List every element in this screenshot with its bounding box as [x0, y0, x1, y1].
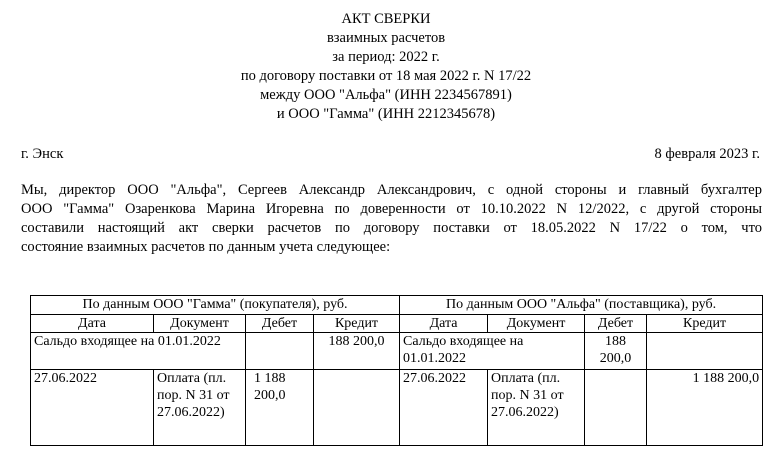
opening-balance-label-buyer: Сальдо входящее на 01.01.2022 [31, 333, 246, 370]
document-date: 8 февраля 2023 г. [654, 146, 760, 162]
group-header-buyer: По данным ООО "Гамма" (покупателя), руб. [31, 296, 400, 315]
intro-paragraph [21, 181, 762, 257]
document-subtitle: взаимных расчетов [326, 30, 446, 46]
document-period: за период: 2022 г. [332, 49, 440, 65]
row-debit-buyer: 1 188 200,0 [246, 370, 314, 446]
opening-balance-label-supplier: Сальдо входящее на 01.01.2022 [400, 333, 585, 370]
document-contract: по договору поставки от 18 мая 2022 г. N 17/22 [240, 68, 532, 84]
opening-credit-buyer: 188 200,0 [314, 333, 400, 370]
column-header: Кредит [314, 315, 400, 333]
column-header: Дата [31, 315, 154, 333]
column-header: Документ [488, 315, 585, 333]
paragraph-line: ООО "Гамма" Озаренкова Марина Игоревна по доверенности от 10.10.2022 N 12/2022, с другой стороны [21, 201, 762, 217]
document-place: г. Энск [21, 146, 64, 162]
group-header-supplier: По данным ООО "Альфа" (поставщика), руб. [400, 296, 763, 315]
opening-debit-supplier: 188 200,0 [585, 333, 647, 370]
document-party-1: между ООО "Альфа" (ИНН 2234567891) [260, 87, 512, 103]
paragraph-line: составили настоящий акт сверки расчетов по договору поставки от 18.05.2022 N 17/22 о том, что [21, 220, 762, 236]
column-header: Дата [400, 315, 488, 333]
row-debit-supplier [585, 370, 647, 446]
opening-debit-buyer [246, 333, 314, 370]
document-header [0, 10, 772, 124]
paragraph-line: Мы, директор ООО "Альфа", Сергеев Александр Александрович, с одной стороны и главный бухгалтер [21, 182, 762, 198]
row-document-supplier: Оплата (пл. пор. N 31 от 27.06.2022) [488, 370, 585, 446]
opening-credit-supplier [647, 333, 763, 370]
reconciliation-table [30, 295, 763, 446]
table-row [31, 370, 763, 446]
row-credit-buyer [314, 370, 400, 446]
table-row-opening-balance [31, 333, 763, 370]
column-header: Дебет [585, 315, 647, 333]
column-header: Дебет [246, 315, 314, 333]
document-title: АКТ СВЕРКИ [341, 11, 431, 27]
row-date-supplier: 27.06.2022 [400, 370, 488, 446]
paragraph-line: состояние взаимных расчетов по данным учета следующее: [21, 239, 391, 255]
column-header: Кредит [647, 315, 763, 333]
row-document-buyer: Оплата (пл. пор. N 31 от 27.06.2022) [154, 370, 246, 446]
column-header: Документ [154, 315, 246, 333]
document-party-2: и ООО "Гамма" (ИНН 2212345678) [276, 106, 496, 122]
row-credit-supplier: 1 188 200,0 [647, 370, 763, 446]
row-date-buyer: 27.06.2022 [31, 370, 154, 446]
